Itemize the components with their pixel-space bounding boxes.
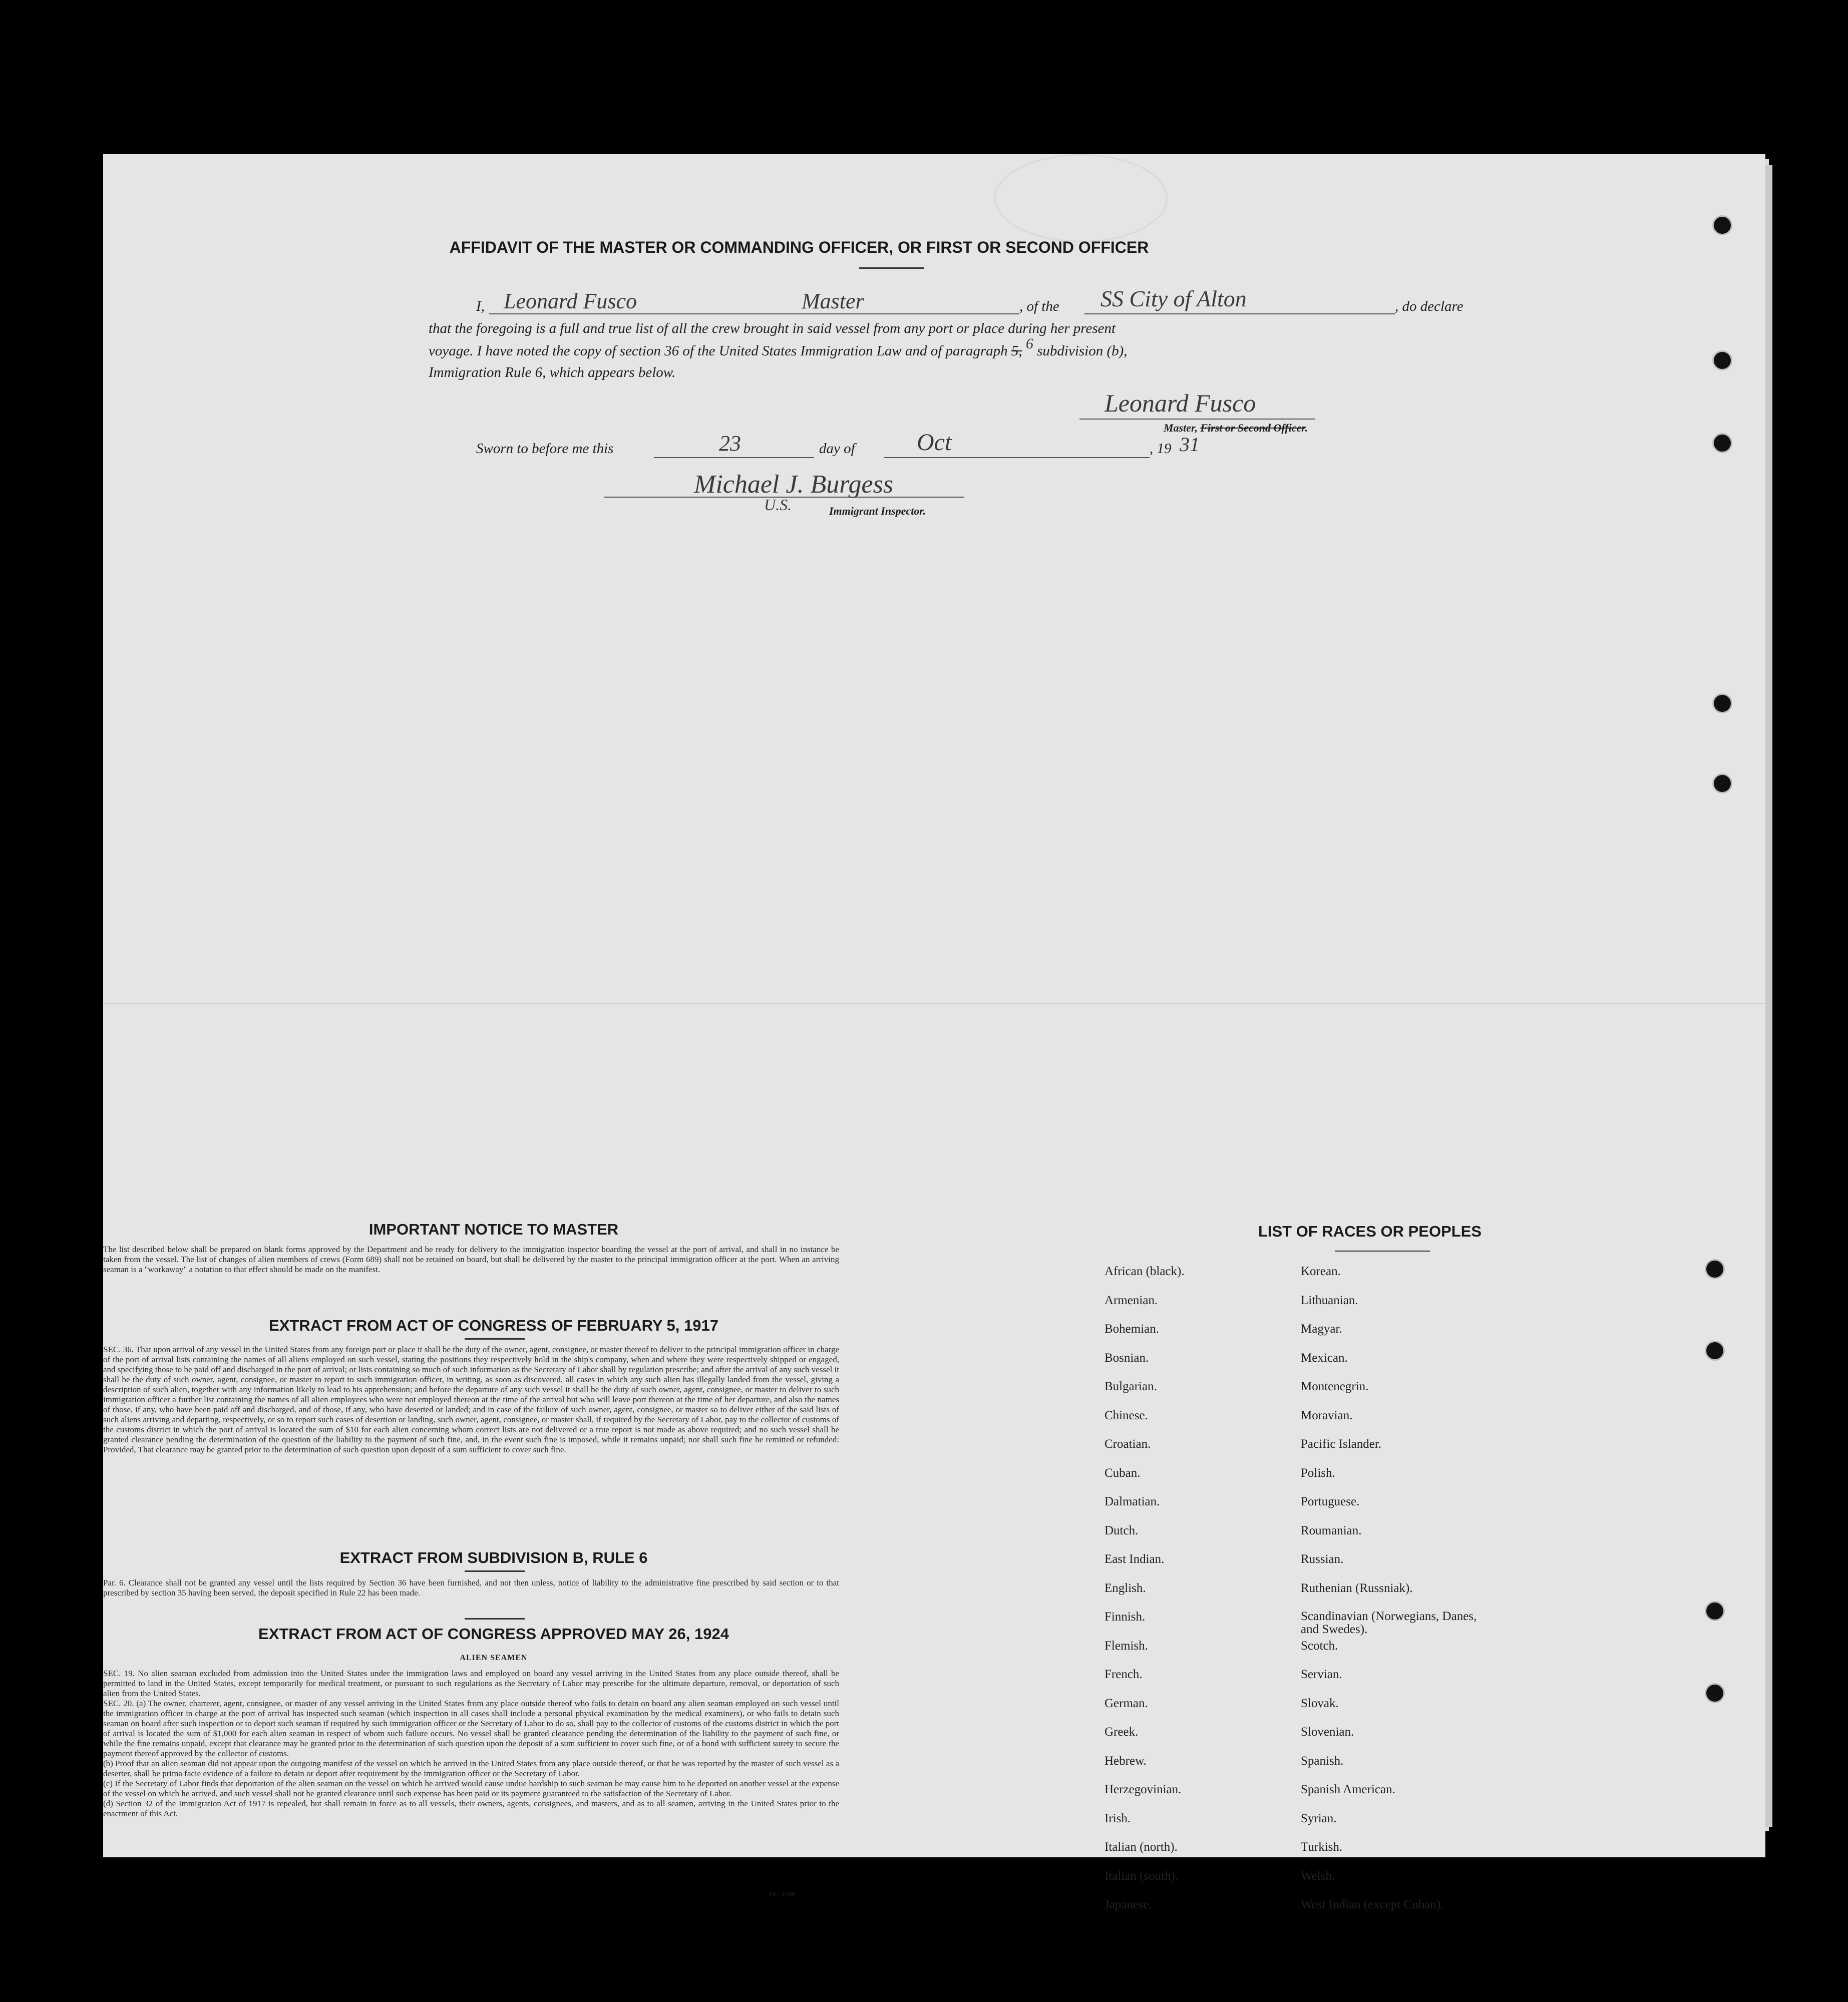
signature-underline — [1079, 419, 1315, 420]
race-item: Armenian. — [1104, 1293, 1158, 1307]
race-item: Turkish. — [1301, 1840, 1343, 1854]
race-item: Cuban. — [1104, 1466, 1141, 1480]
inspector-signature: Michael J. Burgess — [694, 470, 894, 499]
race-item: Roumanian. — [1301, 1523, 1362, 1537]
race-item: Japanese. — [1104, 1898, 1153, 1911]
binder-hole — [1712, 215, 1732, 235]
race-item: East Indian. — [1104, 1552, 1165, 1566]
affidavit-line-3b: subdivision (b), — [1037, 343, 1128, 359]
race-item: Welsh. — [1301, 1869, 1335, 1883]
extract-1917-title: EXTRACT FROM ACT OF CONGRESS OF FEBRUARY 5, 1917 — [269, 1317, 718, 1334]
day-of-text: day of — [819, 441, 855, 457]
signer-title-period: . — [1305, 422, 1308, 434]
binder-hole — [1712, 773, 1732, 793]
race-item: Servian. — [1301, 1668, 1342, 1681]
extract-1924-title: EXTRACT FROM ACT OF CONGRESS APPROVED MAY 26, 1924 — [258, 1625, 729, 1643]
race-item: Hebrew. — [1104, 1754, 1147, 1768]
vessel-name-display — [1100, 285, 1247, 312]
race-item: German. — [1104, 1696, 1148, 1710]
master-signature: Leonard Fusco — [1104, 389, 1256, 417]
race-item: Italian (north). — [1104, 1840, 1178, 1854]
race-item: Ruthenian (Russniak). — [1301, 1581, 1413, 1595]
binder-hole — [1705, 1259, 1725, 1279]
race-item: Spanish. — [1301, 1754, 1344, 1768]
sec-20b-text: (b) Proof that an alien seaman did not appear upon the outgoing manifest of the vessel on which he arrived in the United States from any place outside thereof, or that he was reported by the master of such vessel as a deserter, shall be prima facie evidence of a failure to detain or deport after requirement by the immigration officer or the Secretary of Labor. — [103, 1759, 839, 1778]
binder-hole — [1712, 433, 1732, 453]
race-item: Lithuanian. — [1301, 1293, 1358, 1307]
race-item: English. — [1104, 1581, 1146, 1595]
extract-1924-rule — [465, 1618, 525, 1620]
month-underline — [884, 457, 1150, 458]
page-fold-crease — [103, 1003, 1765, 1004]
master-name-handwritten: Leonard Fusco — [504, 289, 637, 313]
sworn-day: 23 — [719, 431, 741, 456]
binder-hole — [1705, 1341, 1725, 1361]
affidavit-i: I, — [476, 298, 485, 314]
inspector-initials: U.S. — [764, 496, 792, 514]
race-item: Pacific Islander. — [1301, 1437, 1382, 1451]
race-item: Bosnian. — [1104, 1351, 1149, 1365]
sworn-month: Oct — [917, 429, 952, 456]
affidavit-title: AFFIDAVIT OF THE MASTER OR COMMANDING OFFICER, OR FIRST OR SECOND OFFICER — [449, 238, 1149, 256]
race-item: Chinese. — [1104, 1408, 1148, 1422]
inspector-title: Immigrant Inspector. — [829, 505, 926, 517]
race-item: Herzegovinian. — [1104, 1783, 1182, 1796]
sec-20d-text: (d) Section 32 of the Immigration Act of 1917 is repealed, but shall remain in force as to all vessels, their owners, agents, consignees, and masters, and as to all seamen, arriving in the United States prior to the enactment of this Act. — [103, 1799, 839, 1818]
affidavit-line-3 — [429, 335, 1128, 359]
race-item: Portuguese. — [1301, 1495, 1360, 1508]
race-item: Russian. — [1301, 1552, 1344, 1566]
alien-seamen-subtitle: ALIEN SEAMEN — [460, 1654, 528, 1662]
affidavit-line-2: that the foregoing is a full and true list of all the crew brought in said vessel from any port or place during her present — [429, 320, 1116, 336]
race-item: Scandinavian (Norwegians, Danes, and Swedes). — [1301, 1610, 1477, 1636]
sworn-text: Sworn to before me this — [476, 441, 614, 457]
sec-19-text: SEC. 19. No alien seaman excluded from admission into the United States under the immigration laws and employed on board any vessel arriving in the United States from any place outside thereof, shall be permitted to land in the United States, except temporarily for medical treatment, or pursuant to such regulations as the Secretary of Labor may prescribe for the ultimate departure, removal, or deportation of such alien from the United States. — [103, 1669, 839, 1698]
race-item: Dutch. — [1104, 1523, 1139, 1537]
race-item: Bulgarian. — [1104, 1380, 1157, 1393]
binder-hole — [1712, 693, 1732, 713]
extract-rule6-body: Par. 6. Clearance shall not be granted any vessel until the lists required by Section 36 have been furnished, and not then unless, notice of liability to the administrative fine prescribed by said section or to that prescribed by section 35 having been served, the deposit specified in Rule 22 has been made. — [103, 1578, 839, 1597]
notice-body: The list described below shall be prepared on blank forms approved by the Department and be ready for delivery to the immigration inspector boarding the vessel at the port of arrival, and shall in no instance be taken from the vessel. The list of changes of alien members of crews (Form 689) shall not be retained on board, but shall be delivered by the master to the principal immigration officer at the port. When an arriving seaman is a "workaway" a notation to that effect should be made on the manifest. — [103, 1245, 839, 1274]
paragraph-struck: 5, — [1011, 343, 1022, 359]
extract-1924-body — [103, 1669, 839, 1819]
race-item: Bohemian. — [1104, 1322, 1160, 1336]
race-item: Slovak. — [1301, 1696, 1339, 1710]
sec-20a-text: SEC. 20. (a) The owner, charterer, agent, consignee, or master of any vessel arriving in the United States from any place outside thereof who fails to detain on board any alien seaman employed on such vessel until the immigration officer in charge at the port of arrival has inspected such seaman (which inspection in all cases shall include a personal physical examination by the medical examiners), or who fails to detain such seaman on board after such inspection or to deport such seaman if required by such immigration officer or the Secretary of Labor to do so, shall pay to the collector of customs of the customs district in which the port of arrival is located the sum of $1,000 for each alien seaman in respect of whom such failure occurs. No vessel shall be granted clearance pending the determination of the liability to the payment of such fine, or while the fine remains unpaid, except that clearance may be granted prior to the determination of such question upon the deposit of a sum sufficient to cover such fine, or of a bond with sufficient surety to secure the payment thereof approved by the collector of customs. — [103, 1699, 839, 1758]
races-title: LIST OF RACES OR PEOPLES — [1258, 1223, 1482, 1240]
vessel-underline — [1084, 313, 1395, 314]
race-item: Korean. — [1301, 1265, 1341, 1278]
race-item: Flemish. — [1104, 1639, 1148, 1653]
race-item: Greek. — [1104, 1725, 1139, 1739]
signer-title-master: Master, — [1164, 422, 1198, 434]
binder-hole — [1705, 1683, 1725, 1703]
extract-1917-body: SEC. 36. That upon arrival of any vessel in the United States from any foreign port or place it shall be the duty of the owner, agent, consignee, or master thereof to deliver to the principal immigration officer in charge of the port of arrival lists containing the names of all aliens employed on such vessel, stating the positions they respectively hold in the ship's company, when and where they were respectively shipped or engaged, and specifying those to be paid off and discharged in the port of arrival; or lists containing so much of such information as the Secretary of Labor shall by regulation prescribe; and after the arrival of any such vessel it shall be the duty of such owner, agent, consignee, or master to report to such immigration officer, in writing, as soon as discovered, all cases in which any such alien has illegally landed from the vessel, giving a description of such alien, together with any information likely to lead to his apprehension; and before the departure of any such vessel it shall be the duty of such owner, agent, consignee, or master to deliver to such immigration officer a further list containing the names of all alien employees who were not employed thereon at the time of the arrival but who will leave port thereon at the time of her departure, and also the names of those, if any, who have been paid off and discharged, and of those, if any, who have deserted or landed; and in case of the failure of such owner, agent, consignee, or master so to deliver either of the said lists of such aliens arriving and departing, respectively, or so to report such cases of desertion or landing, such owner, agent, consignee, or master shall, if required by the Secretary of Labor, pay to the collector of customs of the customs district in which the port of arrival is located the sum of $10 for each alien concerning whom correct lists are not delivered or a true report is not made as above required; and no such vessel shall be granted clearance pending the determination of the question of the liability to the payment of such fine, and, in the event such fine is imposed, while it remains unpaid; nor shall such fine be remitted or refunded: Provided, That clearance may be granted prior to the determination of such question upon deposit of a sum sufficient to cover such fine. — [103, 1345, 839, 1454]
race-item: Dalmatian. — [1104, 1495, 1160, 1508]
day-underline — [654, 457, 814, 458]
race-item: Montenegrin. — [1301, 1380, 1369, 1393]
year-handwritten: 31 — [1180, 433, 1200, 456]
race-item: Croatian. — [1104, 1437, 1151, 1451]
notice-title: IMPORTANT NOTICE TO MASTER — [368, 1221, 619, 1238]
race-item: African (black). — [1104, 1265, 1185, 1278]
race-item: French. — [1104, 1668, 1143, 1681]
manifest-page — [103, 154, 1765, 1911]
affidavit-line-3a: voyage. I have noted the copy of section 36 of the United States Immigration Law and of paragraph — [429, 343, 1008, 359]
master-rank-handwritten: Master — [802, 289, 864, 313]
title-divider — [859, 267, 924, 269]
binder-hole — [1712, 350, 1732, 370]
extract-rule6-title: EXTRACT FROM SUBDIVISION B, RULE 6 — [339, 1549, 648, 1566]
race-item: Slovenian. — [1301, 1725, 1354, 1739]
race-item: Moravian. — [1301, 1408, 1353, 1422]
year-printed: , 19 — [1150, 441, 1172, 457]
sec-20c-text: (c) If the Secretary of Labor finds that deportation of the alien seaman on the vessel on which he arrived would cause undue hardship to such seaman he may cause him to be deported on another vessel at the expense of the vessel on which he arrived, and such vessel shall not be granted clearance until such expense has been paid or its payment guaranteed to the satisfaction of the Secretary of Labor. — [103, 1779, 839, 1798]
signer-title-struck: First or Second Officer — [1200, 422, 1305, 434]
form-number: 14—1240 — [769, 1890, 795, 1898]
race-item: Syrian. — [1301, 1811, 1337, 1825]
of-the-text: , of the — [1019, 298, 1059, 314]
races-title-rule — [1335, 1251, 1430, 1252]
race-item: Irish. — [1104, 1811, 1131, 1825]
binder-hole — [1705, 1601, 1725, 1621]
race-item: Magyar. — [1301, 1322, 1342, 1336]
race-item: Polish. — [1301, 1466, 1335, 1480]
race-item: Italian (south). — [1104, 1869, 1179, 1883]
name-underline — [489, 313, 1019, 314]
faded-stamp — [994, 154, 1168, 242]
race-item: Mexican. — [1301, 1351, 1348, 1365]
race-item: West Indian (except Cuban). — [1301, 1898, 1444, 1911]
vessel-name-text: SS City of Alton — [1100, 286, 1247, 311]
race-item: Finnish. — [1104, 1610, 1146, 1624]
extract-1917-rule — [465, 1338, 525, 1340]
race-item: Spanish American. — [1301, 1783, 1395, 1796]
paragraph-handwritten: 6 — [1025, 335, 1033, 352]
affidavit-line-4: Immigration Rule 6, which appears below. — [429, 364, 676, 380]
do-declare-text: , do declare — [1395, 298, 1463, 314]
race-item: Scotch. — [1301, 1639, 1338, 1653]
extract-rule6-rule — [465, 1570, 525, 1572]
